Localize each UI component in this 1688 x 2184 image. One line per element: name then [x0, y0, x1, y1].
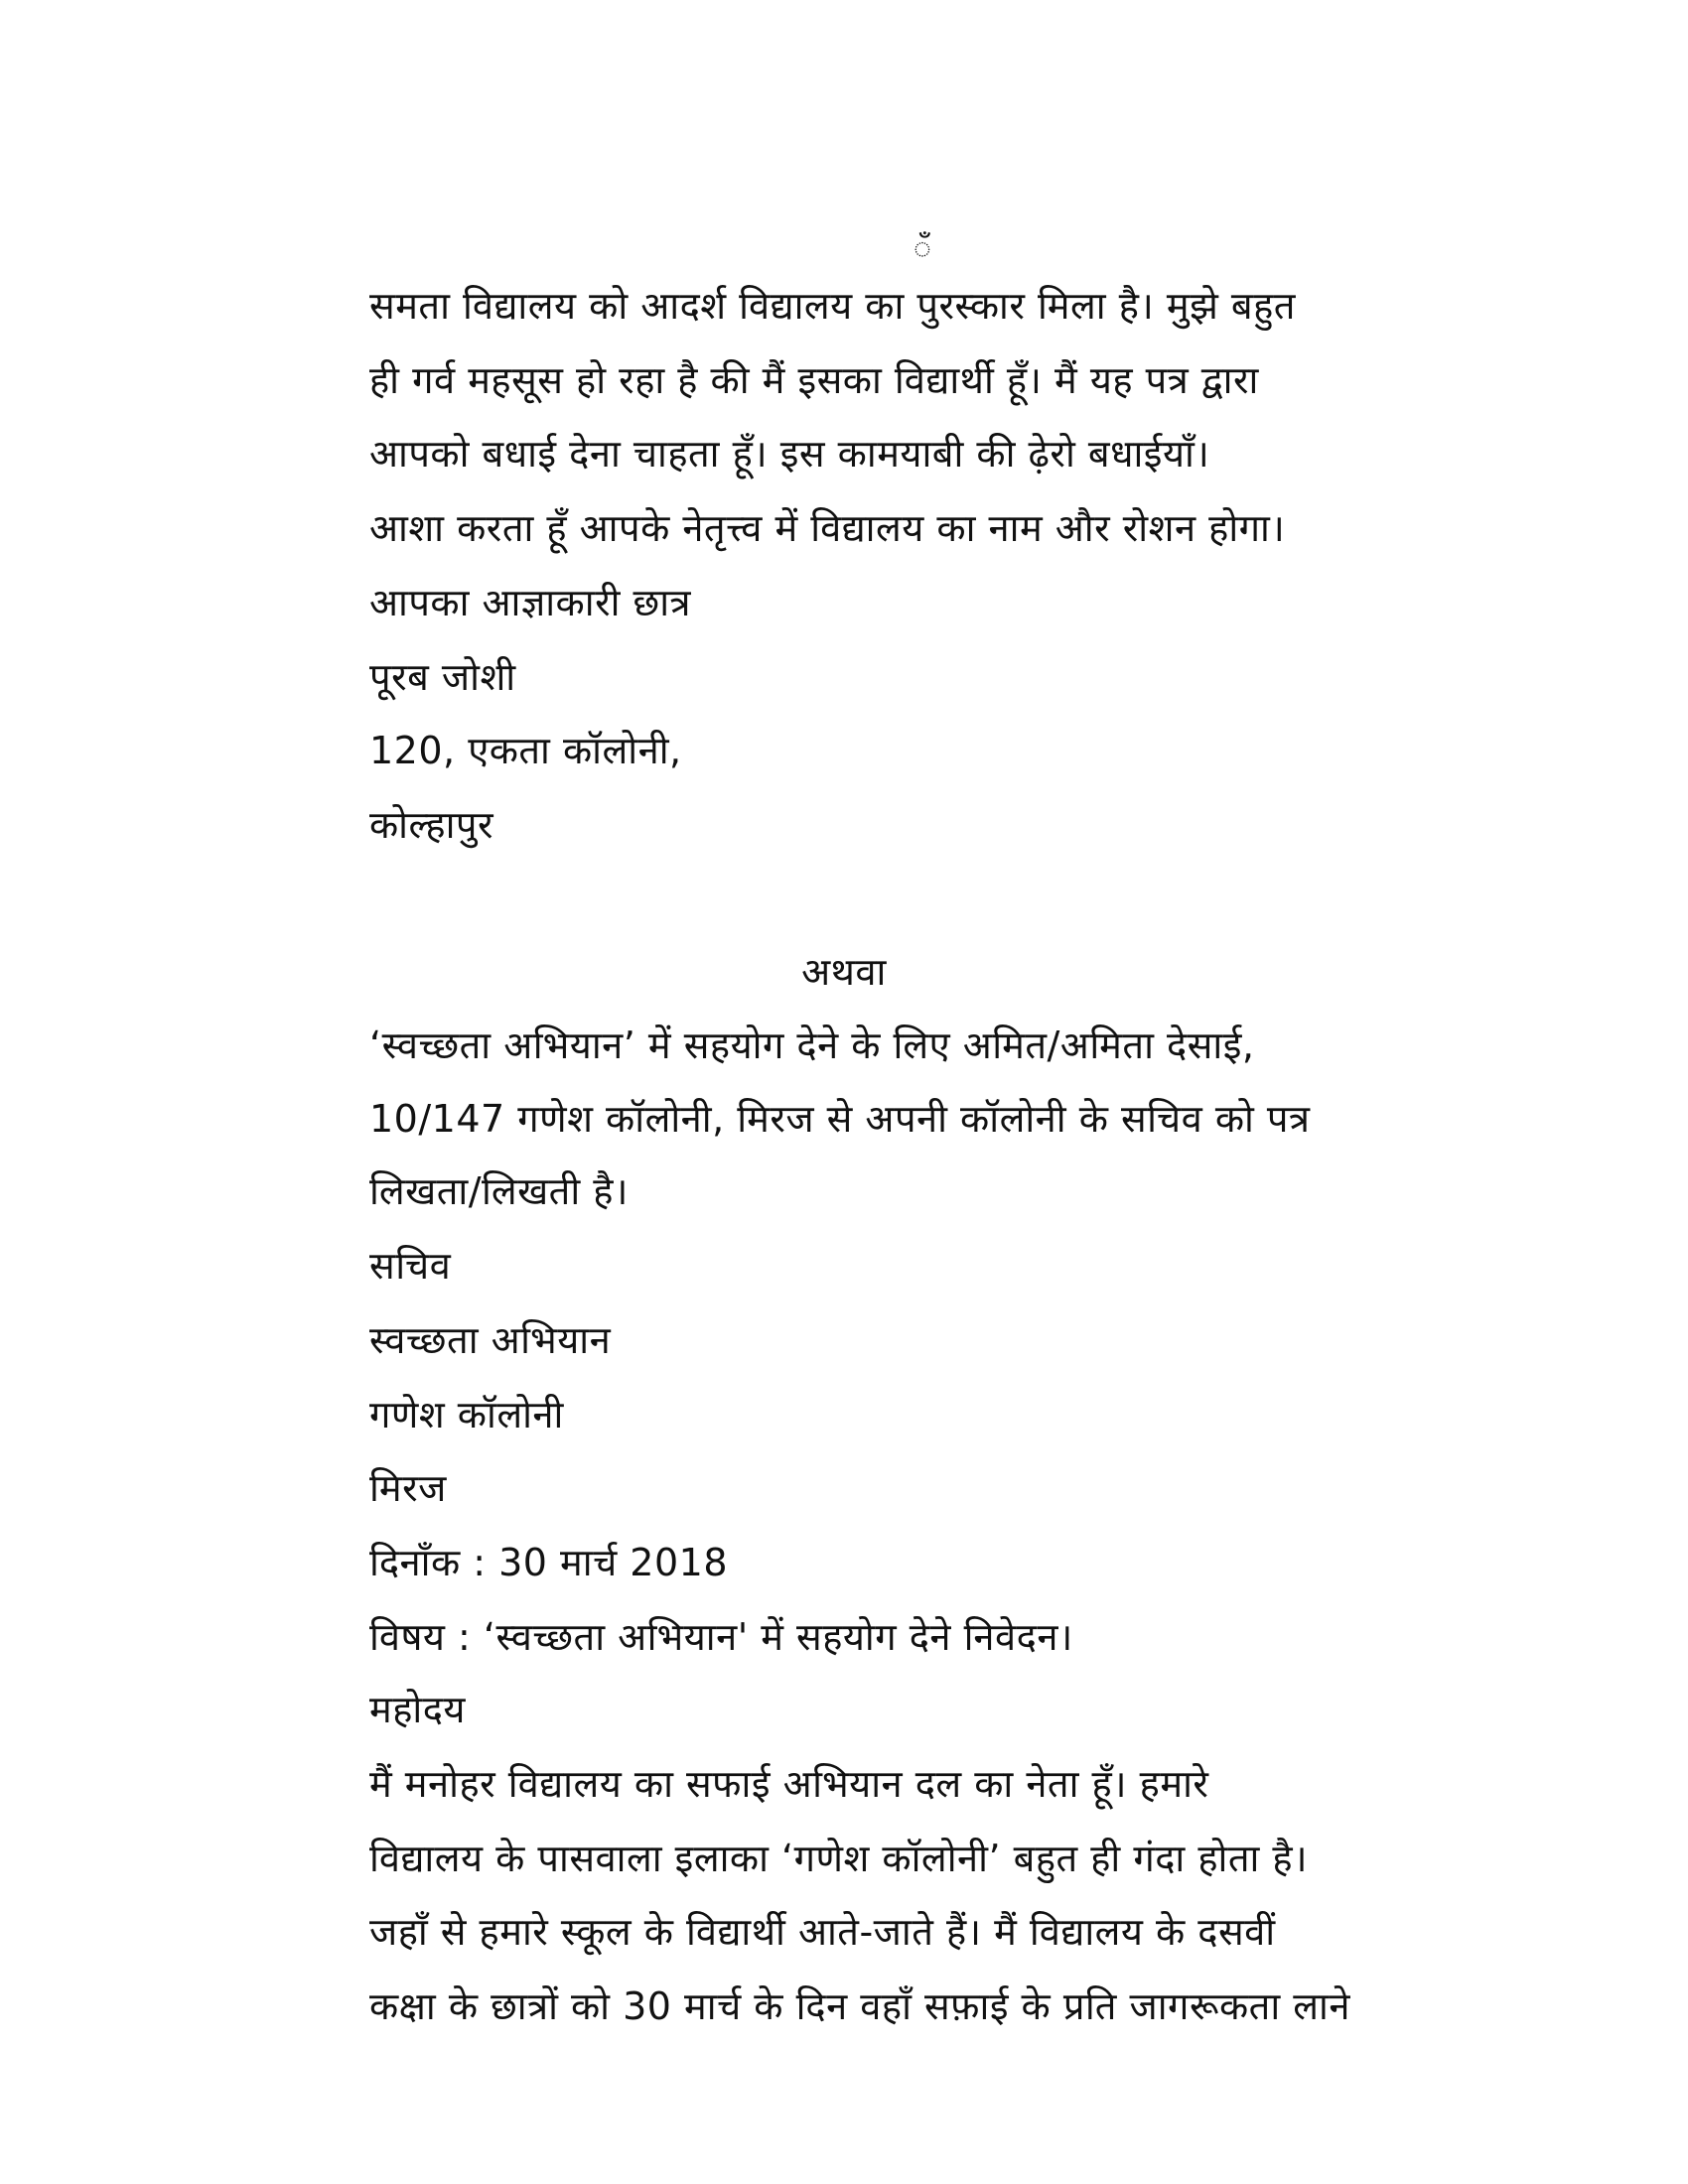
letter1-sender-address-1: 120, एकता कॉलोनी,	[369, 729, 682, 772]
letter2-prompt-line-1: ‘स्वच्छता अभियान’ में सहयोग देने के लिए अमित/अमिता देसाई,	[369, 1024, 1255, 1067]
letter1-closing: आपका आज्ञाकारी छात्र	[369, 581, 692, 624]
letter2-body-line-1: मैं मनोहर विद्यालय का सफाई अभियान दल का नेता हूँ। हमारे	[369, 1762, 1209, 1806]
letter2-body-line-4: कक्षा के छात्रों को 30 मार्च के दिन वहाँ सफ़ाई के प्रति जागरूकता लाने	[369, 1984, 1350, 2028]
letter2-prompt-line-2: 10/147 गणेश कॉलोनी, मिरज से अपनी कॉलोनी के सचिव को पत्र	[369, 1097, 1311, 1141]
letter1-body-line-3: आपको बधाई देना चाहता हूँ। इस कामयाबी की ढ़ेरो बधाईयाँ।	[369, 432, 1210, 476]
letter2-recipient-city: मिरज	[369, 1466, 447, 1510]
letter2-prompt-line-3: लिखता/लिखती है।	[369, 1169, 629, 1213]
letter2-body-line-2: विद्यालय के पासवाला इलाका ‘गणेश कॉलोनी’ बहुत ही गंदा होता है।	[369, 1837, 1309, 1880]
letter2-recipient-org: स्वच्छता अभियान	[369, 1318, 612, 1362]
letter2-recipient-title: सचिव	[369, 1244, 452, 1288]
letter2-body-line-3: जहाँ से हमारे स्कूल के विद्यार्थी आते-जाते हैं। मैं विद्यालय के दसवीं	[369, 1910, 1276, 1954]
letter1-body-line-4: आशा करता हूँ आपके नेतृत्त्व में विद्यालय का नाम और रोशन होगा।	[369, 506, 1286, 550]
letter1-body-line-2: ही गर्व महसूस हो रहा है की मैं इसका विद्यार्थी हूँ। मैं यह पत्र द्वारा	[369, 358, 1259, 402]
letter2-subject: विषय : ‘स्वच्छता अभियान' में सहयोग देने निवेदन।	[369, 1615, 1073, 1659]
letter1-sender-name: पूरब जोशी	[369, 655, 516, 699]
letter2-salutation: महोदय	[369, 1688, 466, 1731]
letter1-sender-address-2: कोल्हापुर	[369, 803, 494, 847]
separator-heading: अथवा	[801, 950, 887, 994]
letter1-body-line-1: समता विद्यालय को आदर्श विद्यालय का पुरस्कार मिला है। मुझे बहुत	[369, 284, 1296, 328]
top-mark: ँ	[914, 231, 931, 266]
letter2-recipient-area: गणेश कॉलोनी	[369, 1393, 564, 1436]
letter2-date: दिनाँक : 30 मार्च 2018	[369, 1541, 729, 1584]
